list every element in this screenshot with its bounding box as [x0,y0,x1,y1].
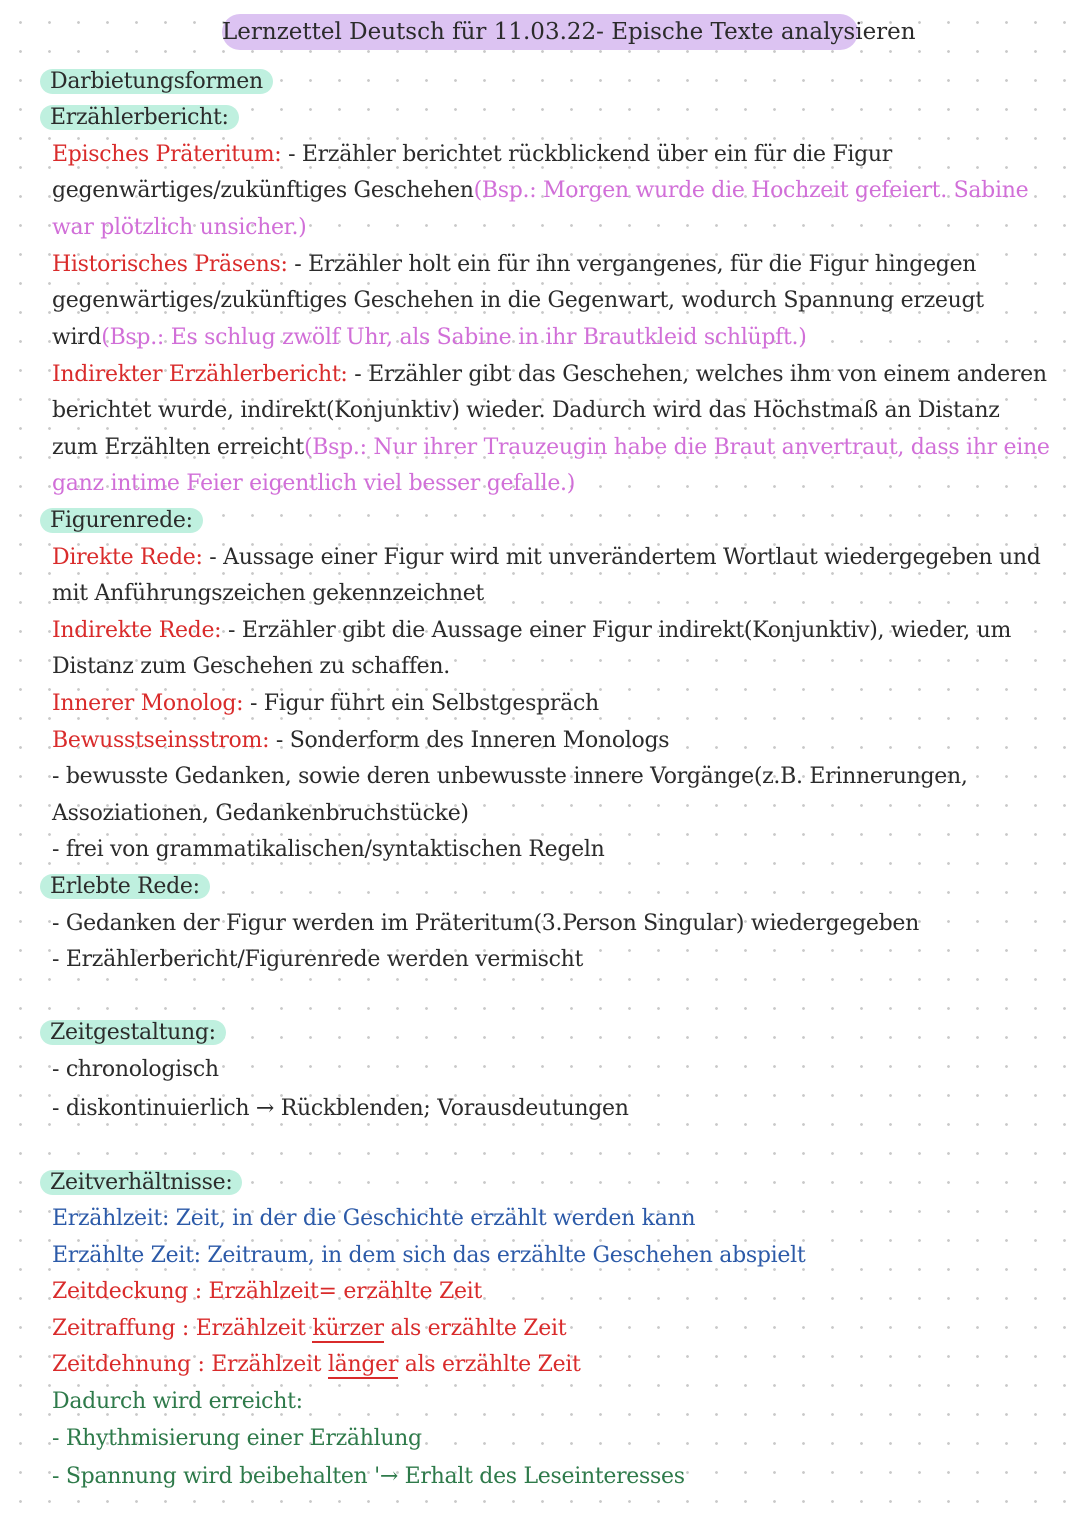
heading-figurenrede: Figurenrede: [52,503,203,539]
time-design-line-1: - chronologisch [52,1057,219,1082]
historic-present-line-3: wird(Bsp.: Es schlug zwölf Uhr, als Sabine in ihr Brautkleid schlüpft.) [52,325,807,350]
epic-preterite-line-3: war plötzlich unsicher.) [52,215,307,240]
heading-darbietungsformen: Darbietungsformen [52,64,273,100]
indirect-report-line-2: berichtet wurde, indirekt(Konjunktiv) wieder. Dadurch wird das Höchstmaß an Distanz [52,398,1000,423]
time-design-line-2: - diskontinuierlich → Rückblenden; Vorausdeutungen [52,1096,629,1121]
stream-consciousness-line-1: Bewusstseinsstrom: - Sonderform des Inneren Monologs [52,728,670,753]
inner-monologue-line: Innerer Monolog: - Figur führt ein Selbstgespräch [52,691,599,716]
direct-speech-line-1: Direkte Rede: - Aussage einer Figur wird mit unverändertem Wortlaut wiedergegeben und [52,545,1041,570]
heading-zeitgestaltung: Zeitgestaltung: [52,1015,226,1051]
heading-erzaehlerbericht: Erzählerbericht: [52,100,239,136]
effect-heading-line: Dadurch wird erreicht: [52,1389,303,1414]
epic-preterite-line-2: gegenwärtiges/zukünftiges Geschehen(Bsp.: Morgen wurde die Hochzeit gefeiert. Sabine [52,178,1029,203]
indirect-report-line-4: ganz intime Feier eigentlich viel besser gefalle.) [52,471,576,496]
indirect-speech-line-2: Distanz zum Geschehen zu schaffen. [52,654,450,679]
epic-preterite-line-1: Episches Präteritum: - Erzähler berichtet rückblickend über ein für die Figur [52,142,893,167]
direct-speech-line-2: mit Anführungszeichen gekennzeichnet [52,581,484,606]
historic-present-line-2: gegenwärtiges/zukünftiges Geschehen in die Gegenwart, wodurch Spannung erzeugt [52,288,984,313]
heading-zeitverhaeltnisse: Zeitverhältnisse: [52,1165,242,1201]
time-compression-line: Zeitraffung : Erzählzeit kürzer als erzählte Zeit [52,1316,567,1341]
narrated-time-line: Erzählte Zeit: Zeitraum, in dem sich das erzählte Geschehen abspielt [52,1243,806,1268]
time-stretch-line: Zeitdehnung : Erzählzeit länger als erzählte Zeit [52,1352,581,1377]
indirect-speech-line-1: Indirekte Rede: - Erzähler gibt die Aussage einer Figur indirekt(Konjunktiv), wieder, um [52,618,1012,643]
stream-consciousness-line-2: - bewusste Gedanken, sowie deren unbewusste innere Vorgänge(z.B. Erinnerungen, [52,764,968,789]
page-title: Lernzettel Deutsch für 11.03.22- Epische Texte analysieren [222,14,858,50]
indirect-report-line-1: Indirekter Erzählerbericht: - Erzähler gibt das Geschehen, welches ihm von einem anderen [52,362,1047,387]
stream-consciousness-line-4: - frei von grammatikalischen/syntaktischen Regeln [52,837,605,862]
stream-consciousness-line-3: Assoziationen, Gedankenbruchstücke) [52,801,469,826]
effect-line-2: - Spannung wird beibehalten '→ Erhalt des Leseinteresses [52,1464,685,1489]
time-coverage-line: Zeitdeckung : Erzählzeit= erzählte Zeit [52,1279,482,1304]
free-indirect-line-2: - Erzählerbericht/Figurenrede werden vermischt [52,947,584,972]
historic-present-line-1: Historisches Präsens: - Erzähler holt ein für ihn vergangenes, für die Figur hingegen [52,252,977,277]
free-indirect-line-1: - Gedanken der Figur werden im Präteritum(3.Person Singular) wiedergegeben [52,911,919,936]
narration-time-line: Erzählzeit: Zeit, in der die Geschichte erzählt werden kann [52,1206,696,1231]
indirect-report-line-3: zum Erzählten erreicht(Bsp.: Nur ihrer Trauzeugin habe die Braut anvertraut, dass ihr eine [52,435,1050,460]
effect-line-1: - Rhythmisierung einer Erzählung [52,1426,422,1451]
heading-erlebte-rede: Erlebte Rede: [52,869,210,905]
